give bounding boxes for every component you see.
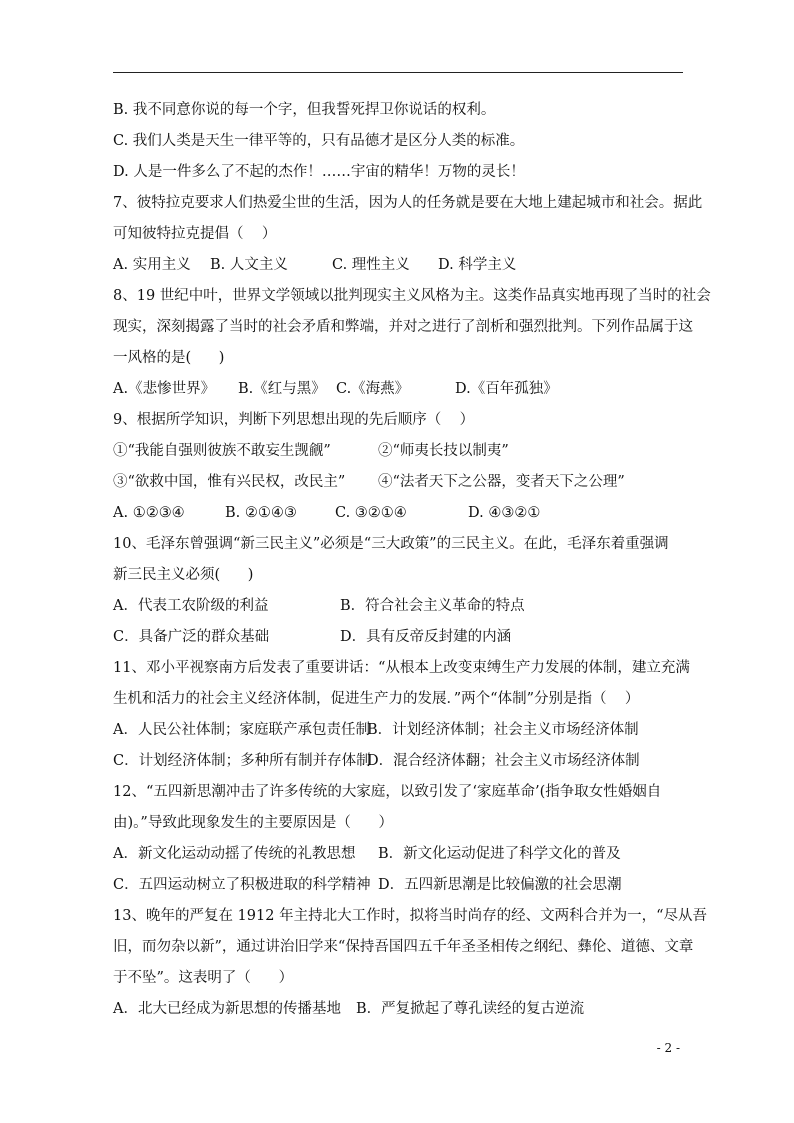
option-a: A．新文化运动动摇了传统的礼教思想 bbox=[113, 846, 356, 862]
question-7-options bbox=[113, 250, 688, 281]
option-a: A．代表工农阶级的利益 bbox=[113, 598, 269, 614]
question-8-stem: 现实，深刻揭露了当时的社会矛盾和弊端，并对之进行了剖析和强烈批判。下列作品属于这 bbox=[113, 319, 693, 335]
question-10-options bbox=[113, 622, 688, 653]
option-c: C．具备广泛的群众基础 bbox=[113, 629, 270, 645]
option-c: C．五四运动树立了积极进取的科学精神 bbox=[113, 877, 371, 893]
question-12-stem: 由)。”导致此现象发生的主要原因是（ ） bbox=[113, 815, 393, 831]
option-b: B．新文化运动促进了科学文化的普及 bbox=[378, 846, 621, 862]
option-c: C. ③②①④ bbox=[335, 505, 407, 521]
option-d: D.《百年孤独》 bbox=[455, 381, 558, 397]
question-9-options bbox=[113, 498, 688, 529]
question-10-stem: 10、毛泽东曾强调“新三民主义”必须是“三大政策”的三民主义。在此，毛泽东着重强调 bbox=[113, 536, 669, 552]
option-d: D. ④③②① bbox=[468, 505, 541, 521]
option-b: B. 人文主义 bbox=[210, 257, 288, 273]
question-8-stem: 8、19 世纪中叶，世界文学领域以批判现实主义风格为主。这类作品真实地再现了当时的社会 bbox=[113, 288, 711, 304]
option-a: A.《悲惨世界》 bbox=[113, 381, 216, 397]
option-a: A. ①②③④ bbox=[113, 505, 185, 521]
question-9-stem: 9、根据所学知识，判断下列思想出现的先后顺序（ ） bbox=[113, 412, 475, 428]
option-d: D．混合经济体翻；社会主义市场经济体制 bbox=[367, 753, 640, 769]
question-8-stem: 一风格的是( ) bbox=[113, 350, 225, 366]
option-a: A. 实用主义 bbox=[113, 257, 191, 273]
question-9-items bbox=[113, 467, 688, 498]
question-11-options bbox=[113, 746, 688, 777]
question-13-stem: 于不坠”。这表明了（ ） bbox=[113, 970, 294, 986]
option-b: B.《红与黑》 bbox=[238, 381, 326, 397]
page-number: - 2 - bbox=[656, 1041, 680, 1055]
question-10-stem: 新三民主义必须( ) bbox=[113, 567, 254, 583]
question-11-stem: 11、邓小平视察南方后发表了重要讲话：“从根本上改变束缚生产力发展的体制，建立充满 bbox=[113, 660, 690, 676]
option-a: A．北大已经成为新思想的传播基地 bbox=[113, 1001, 341, 1017]
item-3: ③“欲救中国，惟有兴民权，改民主” bbox=[113, 474, 346, 490]
header-rule bbox=[113, 72, 683, 73]
option-b: B．符合社会主义革命的特点 bbox=[340, 598, 525, 614]
option-a: A．人民公社体制；家庭联产承包责任制 bbox=[113, 722, 370, 738]
question-7-stem: 7、彼特拉克要求人们热爱尘世的生活，因为人的任务就是要在大地上建起城市和社会。据此 bbox=[113, 195, 703, 211]
option-c: C.《海燕》 bbox=[336, 381, 410, 397]
question-12-options bbox=[113, 870, 688, 901]
question-13-options bbox=[113, 994, 688, 1025]
item-4: ④“法者天下之公器，变者天下之公理” bbox=[378, 474, 625, 490]
option-d: D．五四新思潮是比较偏激的社会思潮 bbox=[378, 877, 622, 893]
question-11-options bbox=[113, 715, 688, 746]
text-line: D. 人是一件多么了不起的杰作！……宇宙的精华！万物的灵长！ bbox=[113, 164, 525, 180]
text-line: C. 我们人类是天生一律平等的，只有品德才是区分人类的标准。 bbox=[113, 133, 525, 149]
option-c: C．计划经济体制；多种所有制并存体制 bbox=[113, 753, 371, 769]
option-b: B．严复掀起了尊孔读经的复古逆流 bbox=[356, 1001, 585, 1017]
option-c: C. 理性主义 bbox=[332, 257, 410, 273]
option-d: D．具有反帝反封建的内涵 bbox=[340, 629, 512, 645]
option-b: B．计划经济体制；社会主义市场经济体制 bbox=[367, 722, 639, 738]
option-d: D. 科学主义 bbox=[438, 257, 517, 273]
item-1: ①“我能自强则彼族不敢妄生觊觎” bbox=[113, 443, 331, 459]
option-b: B. ②①④③ bbox=[225, 505, 297, 521]
question-12-options bbox=[113, 839, 688, 870]
question-8-options bbox=[113, 374, 688, 405]
question-12-stem: 12、“五四新思潮冲击了许多传统的大家庭，以致引发了‘家庭革命’(指争取女性婚姻自 bbox=[113, 784, 662, 800]
text-line: B. 我不同意你说的每一个字，但我誓死捍卫你说话的权利。 bbox=[113, 102, 496, 118]
question-9-items bbox=[113, 436, 688, 467]
question-10-options bbox=[113, 591, 688, 622]
question-13-stem: 13、晚年的严复在 1912 年主持北大工作时，拟将当时尚存的经、文两科合并为一，“尽从吾 bbox=[113, 908, 707, 924]
question-content bbox=[113, 95, 711, 1025]
item-2: ②“师夷长技以制夷” bbox=[378, 443, 509, 459]
question-13-stem: 旧，而勿杂以新”，通过讲治旧学来“保持吾国四五千年圣圣相传之纲纪、彝伦、道德、文章 bbox=[113, 939, 694, 955]
question-11-stem: 生机和活力的社会主义经济体制，促进生产力的发展．”两个“体制”分别是指（ ） bbox=[113, 691, 640, 707]
question-7-stem: 可知彼特拉克提倡（ ） bbox=[113, 226, 277, 242]
